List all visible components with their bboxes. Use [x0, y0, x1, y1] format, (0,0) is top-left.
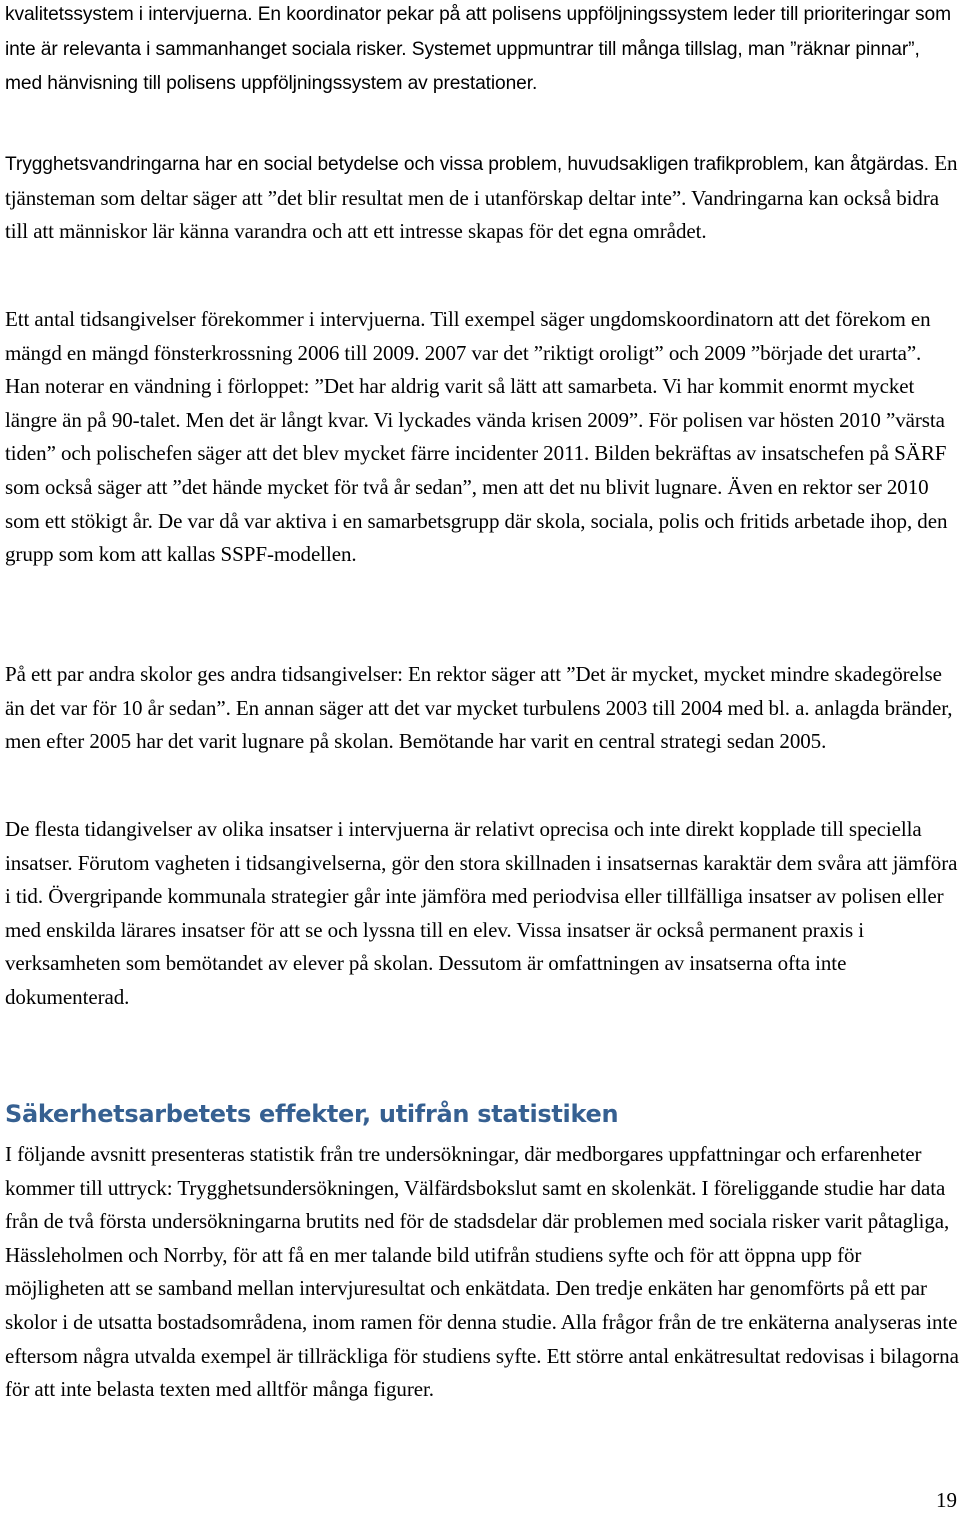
- paragraph-pinnar: [5, 0, 960, 101]
- paragraph-tidsangivelser: [5, 303, 960, 572]
- paragraph-statistik-intro-text: I följande avsnitt presenteras statistik från tre undersökningar, där medborgares uppfattningar och erfarenheter kommer till uttryck: Trygghetsundersökningen, Välfärdsbokslut samt en skolenkät. I föreliggande studie har data från de två första undersökningarna brutits ned för de stadsdelar där problemen med sociala risker varit påtagliga, Hässleholmen och Norrby, för att få en mer talande bild utifrån studiens syfte och för att öppna upp för möjligheten att se samband mellan intervjuresultat och enkätdata. Den tredje enkäten har genomförts på ett par skolor i de utsatta bostadsområdena, inom ramen för denna studie. Alla frågor från de tre enkäterna analyseras inte eftersom några utvalda exempel är tillräckliga för studiens syfte. Ett större antal enkätresultat redovisas i bilagorna för att inte belasta texten med alltför många figurer.: [5, 1142, 959, 1402]
- paragraph-trygghetsvandringar: [5, 147, 960, 249]
- paragraph-andra-skolor-text: På ett par andra skolor ges andra tidsangivelser: En rektor säger att ”Det är mycket, mycket mindre skadegörelse än det var för 10 år sedan”. En annan säger att det var mycket turbulens 2003 till 2004 med bl. a. anlagda bränder, men efter 2005 har det varit lugnare på skolan. Bemötande har varit en central strategi sedan 2005.: [5, 662, 953, 754]
- paragraph-oprecisa-tidangivelser: [5, 813, 960, 1015]
- page-number: 19: [936, 1488, 957, 1512]
- paragraph-trygghetsvandringar-run-2: En tjänsteman som deltar säger att ”det blir resultat men de i utanförskap deltar inte”. Vandringarna kan också bidra till att människor lär känna varandra och att ett intresse skapas för det egna området.: [5, 151, 958, 244]
- section-heading: Säkerhetsarbetets effekter, utifrån statistiken: [5, 1100, 619, 1128]
- paragraph-andra-skolor: [5, 658, 960, 759]
- paragraph-tidsangivelser-text: Ett antal tidsangivelser förekommer i intervjuerna. Till exempel säger ungdomskoordinatorn att det förekom en mängd en mängd fönsterkrossning 2006 till 2009. 2007 var det ”riktigt oroligt” och 2009 ”började det urarta”. Han noterar en vändning i förloppet: ”Det har aldrig varit så lätt att samarbeta. Vi har kommit enormt mycket längre än på 90-talet. Men det är långt kvar. Vi lyckades vända krisen 2009”. För polisen var hösten 2010 ”värsta tiden” och polischefen säger att det blev mycket färre incidenter 2011. Bilden bekräftas av insatschefen på SÄRF som också säger att ”det hände mycket för två år sedan”, men att det nu blivit lugnare. Även en rektor ser 2010 som ett stökigt år. De var då var aktiva i en samarbetsgrupp där skola, sociala, polis och fritids arbetade ihop, den grupp som kom att kallas SSPF-modellen.: [5, 307, 948, 567]
- paragraph-trygghetsvandringar-run-1: Trygghetsvandringarna har en social betydelse och vissa problem, huvudsakligen trafikproblem, kan åtgärdas.: [5, 154, 935, 175]
- paragraph-statistik-intro: [5, 1138, 960, 1407]
- paragraph-pinnar-text: kvalitetssystem i intervjuerna. En koordinator pekar på att polisens uppföljningssystem leder till prioriteringar som inte är relevanta i sammanhanget sociala risker. Systemet uppmuntrar till många tillslag, man ”räknar pinnar”, med hänvisning till polisens uppföljningssystem av prestationer.: [5, 4, 951, 95]
- paragraph-oprecisa-tidangivelser-text: De flesta tidangivelser av olika insatser i intervjuerna är relativt oprecisa och inte direkt kopplade till speciella insatser. Förutom vagheten i tidsangivelserna, gör den stora skillnaden i insatsernas karaktär dem svåra att jämföra i tid. Övergripande kommunala strategier går inte jämföra med periodvisa eller tillfälliga insatser av polisen eller med enskilda lärares insatser för att se och lyssna till en elev. Vissa insatser är också permanent praxis i verksamheten som bemötandet av elever på skolan. Dessutom är omfattningen av insatserna ofta inte dokumenterad.: [5, 817, 958, 1009]
